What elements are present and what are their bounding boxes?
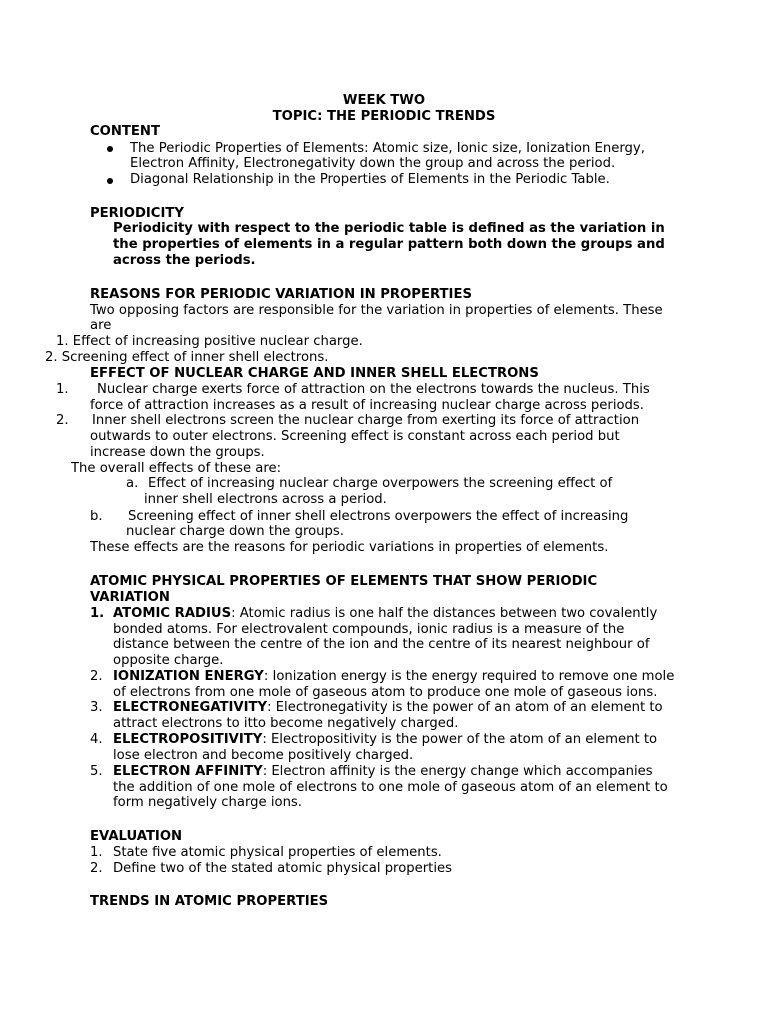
property-4-definition: : Electropositivity is the power of the atom of an element to bbox=[262, 732, 658, 747]
property-4-line-1 bbox=[113, 732, 657, 748]
property-5-line-2: the addition of one mole of electrons to one mole of gaseous atom of an element to bbox=[113, 780, 668, 795]
property-2-term: IONIZATION ENERGY bbox=[113, 669, 264, 684]
periodicity-line-1: Periodicity with respect to the periodic table is defined as the variation in bbox=[113, 221, 665, 236]
content-heading: CONTENT bbox=[90, 124, 160, 139]
property-1-term: ATOMIC RADIUS bbox=[113, 606, 232, 621]
sub-item-b-line-1: Screening effect of inner shell electrons overpowers the effect of increasing bbox=[128, 509, 629, 524]
evaluation-heading: EVALUATION bbox=[90, 829, 183, 844]
periodicity-line-2: the properties of elements in a regular pattern both down the groups and bbox=[113, 237, 665, 252]
property-1-definition: : Atomic radius is one half the distances between two covalently bbox=[231, 606, 658, 621]
effect-item-1-number: 1. bbox=[56, 382, 69, 397]
evaluation-item-1-number: 1. bbox=[90, 845, 103, 860]
atomic-properties-heading-line-1: ATOMIC PHYSICAL PROPERTIES OF ELEMENTS THAT SHOW PERIODIC bbox=[90, 574, 598, 589]
effect-item-2-line-3: increase down the groups. bbox=[90, 445, 265, 460]
property-4-term: ELECTROPOSITIVITY bbox=[113, 732, 263, 747]
content-bullet-1-line-2: Electron Affinity, Electronegativity down the group and across the period. bbox=[130, 156, 616, 171]
periodicity-line-3: across the periods. bbox=[113, 253, 256, 268]
property-2-line-2: of electrons from one mole of gaseous atom to produce one mole of gaseous ions. bbox=[113, 685, 658, 700]
content-bullet-1-line-1: The Periodic Properties of Elements: Atomic size, Ionic size, Ionization Energy, bbox=[130, 141, 645, 156]
periodicity-heading: PERIODICITY bbox=[90, 206, 184, 221]
property-3-line-1 bbox=[113, 700, 663, 716]
property-4-line-2: lose electron and become positively charged. bbox=[113, 748, 414, 763]
bullet-icon bbox=[107, 178, 113, 184]
trends-heading: TRENDS IN ATOMIC PROPERTIES bbox=[90, 894, 329, 909]
property-5-line-1 bbox=[113, 764, 653, 780]
sub-item-b-line-2: nuclear charge down the groups. bbox=[126, 524, 344, 539]
reasons-item-1: 1. Effect of increasing positive nuclear charge. bbox=[56, 334, 363, 349]
sub-item-a-line-2: inner shell electrons across a period. bbox=[144, 492, 387, 507]
property-4-number: 4. bbox=[90, 732, 103, 747]
effects-conclusion: These effects are the reasons for periodic variations in properties of elements. bbox=[90, 540, 609, 555]
effect-item-1-line-2: force of attraction increases as a result of increasing nuclear charge across periods. bbox=[90, 398, 644, 413]
property-1-line-2: bonded atoms. For electrovalent compounds, ionic radius is a measure of the bbox=[113, 622, 625, 637]
property-1-line-1 bbox=[113, 606, 657, 622]
property-2-line-1 bbox=[113, 669, 674, 685]
overall-effects-label: The overall effects of these are: bbox=[71, 461, 282, 476]
week-title: WEEK TWO bbox=[342, 93, 426, 108]
reasons-heading: REASONS FOR PERIODIC VARIATION IN PROPERTIES bbox=[90, 287, 472, 302]
effect-heading: EFFECT OF NUCLEAR CHARGE AND INNER SHELL ELECTRONS bbox=[90, 366, 539, 381]
property-3-definition: : Electronegativity is the power of an atom of an element to bbox=[267, 700, 663, 715]
property-5-definition: : Electron affinity is the energy change which accompanies bbox=[262, 764, 653, 779]
effect-item-2-line-1: Inner shell electrons screen the nuclear charge from exerting its force of attraction bbox=[92, 413, 640, 428]
property-1-number: 1. bbox=[90, 606, 105, 621]
effect-item-1-line-1: Nuclear charge exerts force of attraction on the electrons towards the nucleus. This bbox=[97, 382, 650, 397]
reasons-intro-line-1: Two opposing factors are responsible for the variation in properties of elements. These bbox=[90, 303, 663, 318]
property-5-number: 5. bbox=[90, 764, 103, 779]
reasons-item-2: 2. Screening effect of inner shell electrons. bbox=[45, 350, 329, 365]
sub-item-a-letter: a. bbox=[126, 476, 139, 491]
topic-title: TOPIC: THE PERIODIC TRENDS bbox=[272, 109, 496, 124]
evaluation-item-2-number: 2. bbox=[90, 861, 103, 876]
property-3-term: ELECTRONEGATIVITY bbox=[113, 700, 268, 715]
property-2-definition: : Ionization energy is the energy required to remove one mole bbox=[263, 669, 675, 684]
evaluation-item-2: Define two of the stated atomic physical properties bbox=[113, 861, 452, 876]
property-3-number: 3. bbox=[90, 700, 103, 715]
sub-item-a-line-1: Effect of increasing nuclear charge overpowers the screening effect of bbox=[148, 476, 613, 491]
content-bullet-2-line-1: Diagonal Relationship in the Properties of Elements in the Periodic Table. bbox=[130, 172, 610, 187]
sub-item-b-letter: b. bbox=[90, 509, 103, 524]
property-2-number: 2. bbox=[90, 669, 103, 684]
atomic-properties-heading-line-2: VARIATION bbox=[90, 590, 170, 605]
property-5-line-3: form negatively charge ions. bbox=[113, 795, 302, 810]
reasons-intro-line-2: are bbox=[90, 318, 112, 333]
property-3-line-2: attract electrons to itto become negatively charged. bbox=[113, 716, 459, 731]
property-5-term: ELECTRON AFFINITY bbox=[113, 764, 263, 779]
property-1-line-3: distance between the centre of the ion and the centre of its nearest neighbour of bbox=[113, 637, 650, 652]
effect-item-2-number: 2. bbox=[56, 413, 69, 428]
evaluation-item-1: State five atomic physical properties of elements. bbox=[113, 845, 442, 860]
bullet-icon bbox=[107, 146, 113, 152]
property-1-line-4: opposite charge. bbox=[113, 653, 224, 668]
effect-item-2-line-2: outwards to outer electrons. Screening effect is constant across each period but bbox=[90, 429, 620, 444]
